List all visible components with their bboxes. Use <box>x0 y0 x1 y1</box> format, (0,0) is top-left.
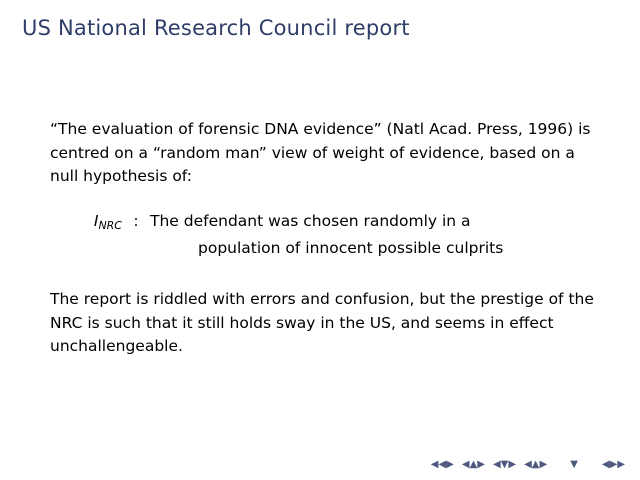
hypothesis-line-1: The defendant was chosen randomly in a <box>150 212 471 230</box>
next-subsection-icon[interactable]: ▶ <box>508 459 516 470</box>
last-slide-icon[interactable]: ◀ <box>601 459 609 470</box>
hypothesis-symbol <box>50 210 122 233</box>
paragraph-intro-text: “The evaluation of forensic DNA evidence” (Natl Acad. Press, 1996) is centred on a “random man” view of weight of evidence, based on a null hypothesis of: <box>50 120 591 186</box>
beamer-navigation-bar[interactable] <box>431 460 624 470</box>
hypothesis-line-2: population of innocent possible culprits <box>198 239 504 258</box>
previous-subsection-icon[interactable]: ◀ <box>492 459 500 470</box>
nav-group-prev-section[interactable] <box>524 460 546 470</box>
section-marker-icon[interactable]: ▼ <box>570 459 578 470</box>
last-slide-icon-2[interactable]: ▶ <box>609 459 617 470</box>
previous-frame-icon[interactable]: ◀ <box>461 459 469 470</box>
next-frame-icon[interactable]: ▶ <box>477 459 484 470</box>
first-slide-icon-3[interactable]: ▶ <box>446 459 453 470</box>
next-section-icon[interactable]: ▶ <box>539 459 547 470</box>
nav-group-last[interactable] <box>602 460 624 470</box>
hypothesis-symbol-subscript: NRC <box>98 219 122 232</box>
hypothesis-row <box>50 210 595 233</box>
nav-group-first[interactable] <box>431 460 453 470</box>
hypothesis-colon: : <box>133 212 139 230</box>
paragraph-intro <box>50 118 595 189</box>
section-up-icon[interactable]: ▲ <box>531 459 539 470</box>
previous-section-icon[interactable]: ◀ <box>524 459 531 470</box>
nav-group-prev-subsection[interactable] <box>493 460 515 470</box>
nav-group-prev-frame[interactable] <box>462 460 484 470</box>
last-slide-icon-3[interactable]: ▶ <box>617 459 624 470</box>
up-icon[interactable]: ▲ <box>469 459 477 470</box>
paragraph-conclusion: The report is riddled with errors and confusion, but the prestige of the NRC is such that it still holds sway in the US, and seems in effect unchallengeable. <box>50 290 594 356</box>
page-title: US National Research Council report <box>22 16 410 40</box>
down-icon[interactable]: ▼ <box>500 459 508 470</box>
hypothesis-block <box>50 210 595 261</box>
first-slide-icon[interactable]: ◀ <box>430 459 438 470</box>
hypothesis-symbol-base: I <box>93 212 99 230</box>
first-slide-icon-2[interactable]: ◀ <box>438 459 446 470</box>
